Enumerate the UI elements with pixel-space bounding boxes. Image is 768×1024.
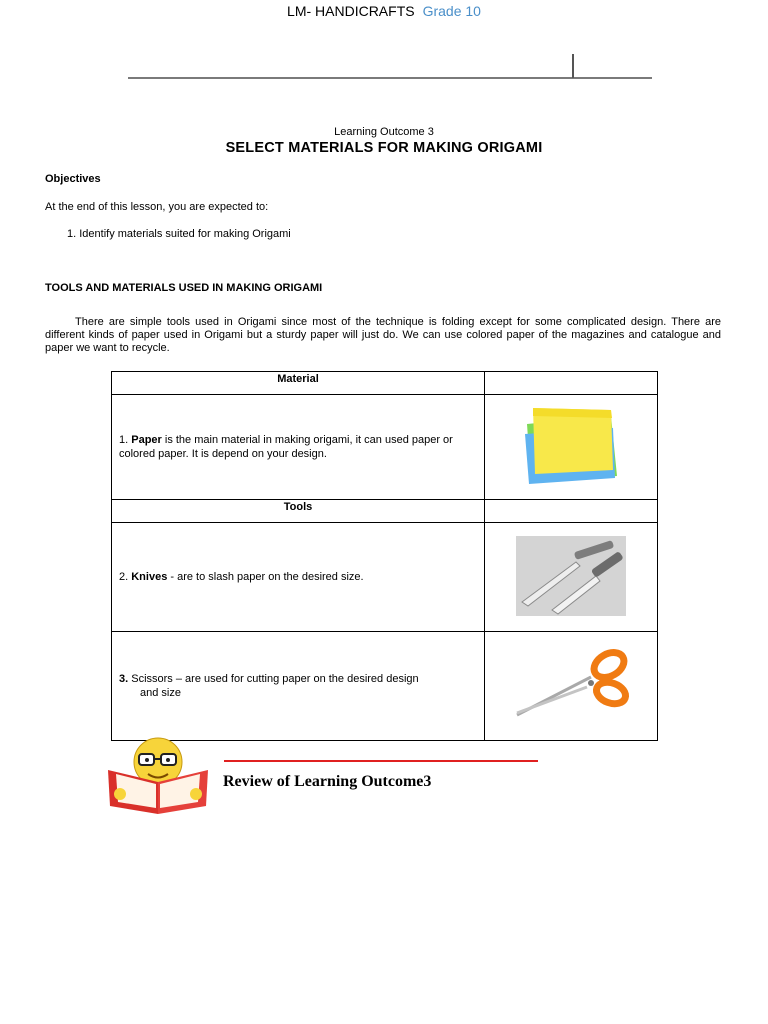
sticky-notes-icon [521,404,621,488]
smiley-reading-book-icon [106,736,216,816]
material-header: Material [112,372,485,395]
knives-image-cell [485,523,658,632]
empty-header-cell [485,372,658,395]
intro-paragraph [45,316,721,355]
review-divider [224,760,538,762]
intro-text: At the end of this lesson, you are expected to: [45,201,269,213]
paper-number: 1. [119,434,132,446]
header-grade: Grade 10 [422,3,481,19]
materials-table [111,371,658,741]
scissors-image-cell [485,632,658,741]
scissors-number: 3. [119,673,129,685]
scissors-text: Scissors – are used for cutting paper on the desired design [128,673,419,685]
review-title: Review of Learning Outcome3 [223,773,432,790]
knives-number: 2. [119,571,132,583]
knives-text: - are to slash paper on the desired size. [167,571,364,583]
paper-description [112,395,485,500]
paper-text: is the main material in making origami, it can used paper or colored paper. It is depend on your design. [119,434,453,460]
paragraph-text: There are simple tools used in Origami since most of the technique is folding except for some complicated design. There are different kinds of paper used in Origami but a sturdy paper will just do. We can use colored paper of the magazines and catalogue and paper we want to recycle. [45,316,721,354]
objectives-heading: Objectives [45,173,101,185]
header-divider-tick [572,54,574,78]
header-title: LM- HANDICRAFTS [287,3,415,19]
paper-term: Paper [131,434,162,446]
knives-term: Knives [131,571,168,583]
paper-image-cell [485,395,658,500]
empty-tools-cell [485,500,658,523]
page-header [0,3,768,19]
knives-icon [516,536,626,616]
objective-item: 1. Identify materials suited for making Origami [67,228,291,240]
tools-header: Tools [112,500,485,523]
knives-description [112,523,485,632]
page-title: SELECT MATERIALS FOR MAKING ORIGAMI [225,140,543,156]
section-heading: TOOLS AND MATERIALS USED IN MAKING ORIGAMI [45,282,323,294]
scissors-description [112,632,485,741]
outcome-label: Learning Outcome 3 [334,126,434,138]
scissors-icon [511,647,631,723]
scissors-text-cont: and size [140,687,181,699]
